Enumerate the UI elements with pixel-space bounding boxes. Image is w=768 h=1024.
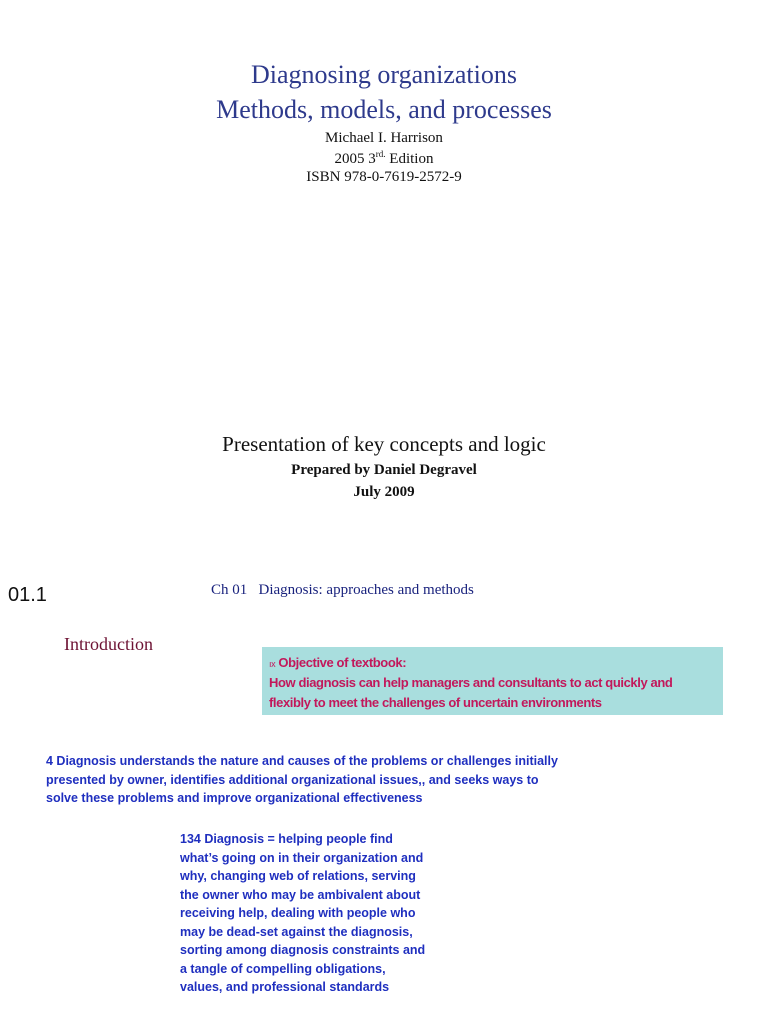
- paragraph-line: sorting among diagnosis constraints and: [180, 943, 426, 957]
- edition-superscript: rd.: [375, 149, 386, 159]
- book-subtitle: Methods, models, and processes: [216, 95, 552, 124]
- section-title: Introduction: [64, 634, 153, 654]
- paragraph-line: a tangle of compelling obligations,: [180, 961, 386, 976]
- paragraph-line: 4 Diagnosis understands the nature and causes of the problems or challenges initially: [46, 754, 558, 768]
- presentation-date: July 2009: [353, 484, 415, 500]
- diagnosis-definition-paragraph: [46, 752, 706, 808]
- book-title: Diagnosing organizations: [251, 60, 517, 89]
- paragraph-line: receiving help, dealing with people who: [180, 906, 416, 920]
- slide-number: 01.1: [8, 584, 47, 606]
- edition-year: 2005 3: [334, 151, 376, 167]
- chapter-heading: Ch 01 Diagnosis: approaches and methods: [211, 582, 474, 598]
- bullet-icon: ıx: [269, 659, 276, 669]
- paragraph-line: what’s going on in their organization and: [180, 850, 424, 865]
- paragraph-line: why, changing web of relations, serving: [180, 869, 416, 883]
- prepared-by: Prepared by Daniel Degravel: [291, 462, 477, 478]
- paragraph-line: presented by owner, identifies additional organizational issues,, and seeks ways to: [46, 772, 539, 787]
- edition: [0, 149, 768, 168]
- paragraph-line: solve these problems and improve organizational effectiveness: [46, 791, 423, 805]
- objective-text-line: flexibly to meet the challenges of uncertain environments: [269, 695, 602, 710]
- objective-callout: [262, 647, 723, 715]
- diagnosis-helping-paragraph: [180, 830, 500, 997]
- paragraph-line: the owner who may be ambivalent about: [180, 887, 421, 902]
- paragraph-line: may be dead-set against the diagnosis,: [180, 924, 413, 939]
- objective-text-line: How diagnosis can help managers and consultants to act quickly and: [269, 675, 673, 690]
- isbn: ISBN 978-0-7619-2572-9: [306, 169, 462, 185]
- author: Michael I. Harrison: [325, 130, 443, 146]
- objective-heading: [269, 655, 406, 670]
- presentation-title: Presentation of key concepts and logic: [222, 432, 546, 456]
- objective-heading-text: Objective of textbook:: [275, 655, 407, 670]
- edition-word: Edition: [385, 151, 434, 167]
- paragraph-line: values, and professional standards: [180, 980, 390, 994]
- paragraph-line: 134 Diagnosis = helping people find: [180, 832, 393, 846]
